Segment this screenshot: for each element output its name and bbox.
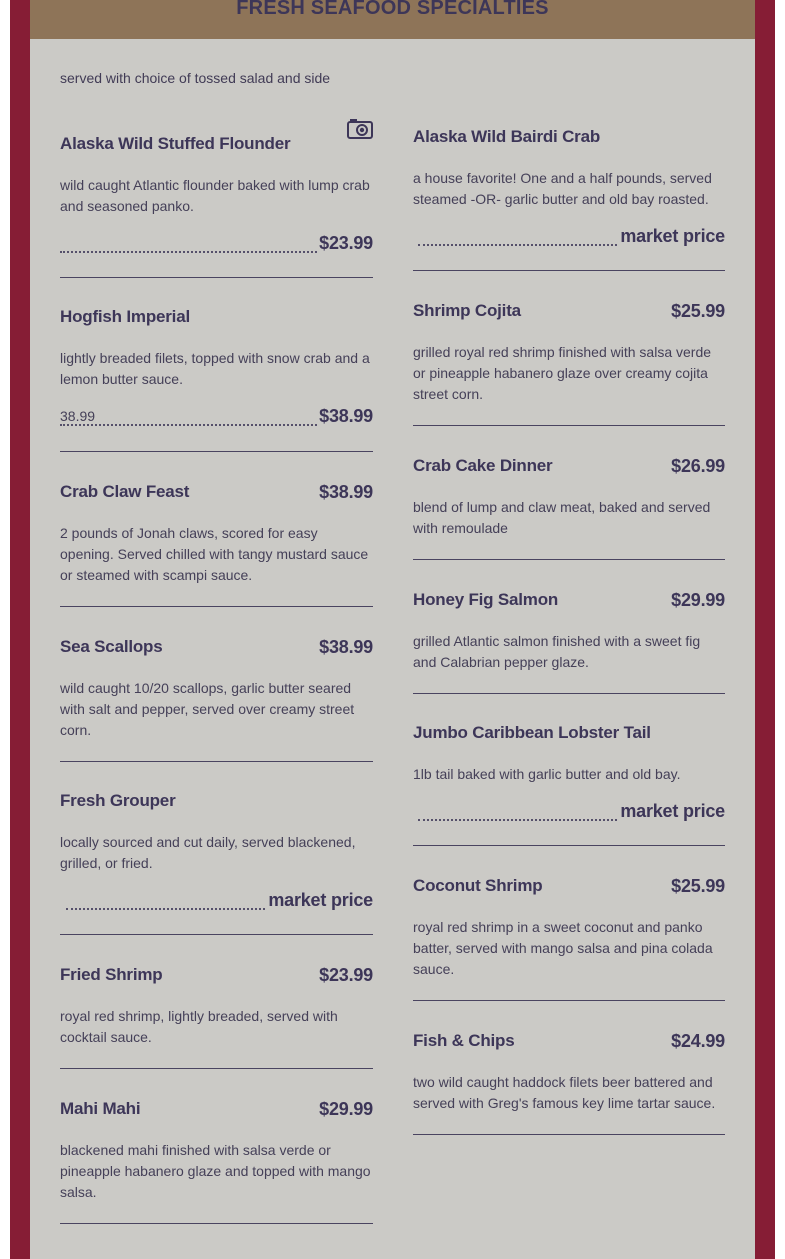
item-price: $38.99	[319, 406, 373, 426]
item-name: Alaska Wild Bairdi Crab	[413, 127, 601, 146]
menu-item	[60, 965, 373, 1069]
item-price: $38.99	[319, 637, 373, 657]
item-description: lightly breaded filets, topped with snow crab and a lemon butter sauce.	[60, 350, 370, 387]
item-name: Crab Cake Dinner	[413, 456, 553, 475]
item-description: blend of lump and claw meat, baked and served with remoulade	[413, 499, 711, 536]
item-name: Honey Fig Salmon	[413, 590, 559, 609]
menu-item	[60, 791, 373, 935]
item-name: Mahi Mahi	[60, 1099, 141, 1118]
menu-item	[413, 127, 725, 271]
item-price: market price	[620, 226, 725, 246]
menu-item	[60, 1099, 373, 1224]
item-price: $26.99	[671, 456, 725, 476]
menu-item	[60, 637, 373, 762]
section-title: FRESH SEAFOOD SPECIALTIES	[236, 0, 549, 19]
item-name: Fresh Grouper	[60, 791, 176, 810]
item-name: Alaska Wild Stuffed Flounder	[60, 134, 291, 153]
item-description: 2 pounds of Jonah claws, scored for easy opening. Served chilled with tangy mustard sauce or steamed with scampi sauce.	[60, 525, 369, 583]
item-name: Shrimp Cojita	[413, 301, 521, 320]
item-price: $29.99	[319, 1099, 373, 1119]
price-leader	[60, 890, 373, 914]
menu-item	[413, 723, 725, 846]
menu-item	[413, 301, 725, 426]
item-description: grilled Atlantic salmon finished with a sweet fig and Calabrian pepper glaze.	[413, 633, 701, 670]
item-name: Jumbo Caribbean Lobster Tail	[413, 723, 651, 742]
item-description: grilled royal red shrimp finished with salsa verde or pineapple habanero glaze over creamy cojita street corn.	[413, 344, 712, 402]
item-name: Fried Shrimp	[60, 965, 163, 984]
item-price: $23.99	[319, 965, 373, 985]
camera-icon[interactable]	[347, 118, 373, 139]
price-leader	[60, 406, 373, 430]
menu-item	[413, 590, 725, 694]
menu-item	[60, 482, 373, 607]
item-description: royal red shrimp in a sweet coconut and panko batter, served with mango salsa and pina colada sauce.	[413, 919, 713, 977]
item-price: market price	[620, 801, 725, 821]
item-price: $25.99	[671, 301, 725, 321]
price-leader	[60, 233, 373, 257]
price-leader	[413, 226, 725, 250]
item-name: Sea Scallops	[60, 637, 163, 656]
section-intro: served with choice of tossed salad and side	[60, 70, 331, 86]
item-description: a house favorite! One and a half pounds, served steamed -OR- garlic butter and old bay roasted.	[413, 170, 712, 207]
item-price: $29.99	[671, 590, 725, 610]
item-name: Hogfish Imperial	[60, 307, 190, 326]
item-description: locally sourced and cut daily, served blackened, grilled, or fried.	[60, 834, 356, 871]
item-name: Fish & Chips	[413, 1031, 515, 1050]
item-price: $23.99	[319, 233, 373, 253]
item-description: wild caught 10/20 scallops, garlic butter seared with salt and pepper, served over creamy street corn.	[60, 680, 355, 738]
section-header	[30, 0, 755, 39]
item-price: $38.99	[319, 482, 373, 502]
item-price: market price	[268, 890, 373, 910]
item-description: two wild caught haddock filets beer battered and served with Greg's famous key lime tartar sauce.	[413, 1074, 716, 1111]
menu-item	[413, 876, 725, 1001]
item-description: 1lb tail baked with garlic butter and old bay.	[413, 766, 681, 782]
menu-item	[60, 134, 373, 278]
item-price: $24.99	[671, 1031, 725, 1051]
menu-item	[413, 1031, 725, 1135]
item-description: wild caught Atlantic flounder baked with lump crab and seasoned panko.	[60, 177, 370, 214]
item-name: Coconut Shrimp	[413, 876, 543, 895]
price-leader	[413, 801, 725, 825]
menu-item	[413, 456, 725, 560]
item-description: blackened mahi finished with salsa verde or pineapple habanero glaze and topped with mango salsa.	[60, 1142, 371, 1200]
item-description: royal red shrimp, lightly breaded, served with cocktail sauce.	[60, 1008, 338, 1045]
leader-label: 38.99	[60, 408, 99, 424]
item-name: Crab Claw Feast	[60, 482, 190, 501]
item-price: $25.99	[671, 876, 725, 896]
menu-item	[60, 307, 373, 452]
